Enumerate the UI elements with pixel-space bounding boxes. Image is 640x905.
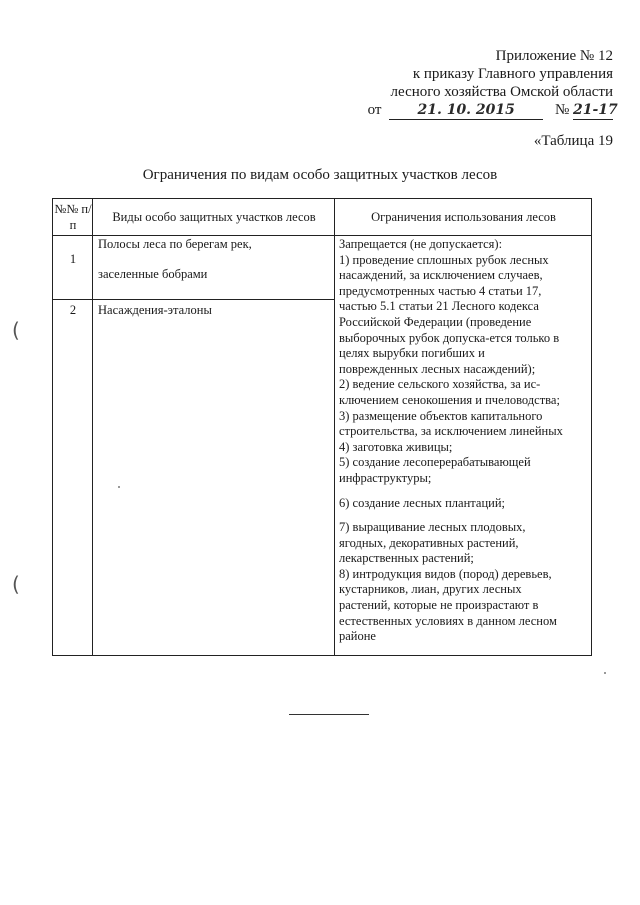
appendix-number: Приложение № 12 [495,48,613,64]
restriction-line: Российской Федерации (проведение [339,314,532,329]
restriction-line: 3) размещение объектов капитального [339,408,543,423]
table-title: Ограничения по видам особо защитных участков лесов [142,167,498,183]
restriction-line: частью 5.1 статьи 21 Лесного кодекса [339,299,539,314]
table-border-right [591,199,592,655]
column-header-restrictions: Ограничения использования лесов [371,210,556,224]
restriction-line: 2) ведение сельского хозяйства, за ис- [339,377,541,392]
order-date-line [313,101,618,120]
restriction-line: Запрещается (не допускается): [339,237,503,251]
punch-hole-mark-icon: ( [12,318,20,342]
header-separator [52,235,592,236]
column-header-number: №№ п/п [54,202,92,232]
table-label: «Таблица 19 [533,133,613,149]
column-header-type: Виды особо защитных участков лесов [112,210,316,224]
order-reference: к приказу Главного управления [412,66,613,82]
handwritten-date: 21. 10. 2015 [417,102,515,118]
restriction-line: целях вырубки погибших и [339,346,485,361]
restriction-line: ключением сенокошения и пчеловодства; [339,392,560,407]
document-header [313,47,618,120]
restriction-line: 1) проведение сплошных рубок лесных [339,252,549,267]
restriction-line: строительства, за исключением линейных [339,424,563,439]
restriction-line: районе [339,629,376,644]
number-prefix: № [554,102,570,118]
table-col-divider-2 [334,199,335,655]
punch-hole-mark-icon: ( [12,572,20,596]
zone-type-name: Насаждения-эталоны [98,303,212,317]
restriction-line: инфраструктуры; [339,470,432,485]
restriction-line: насаждений, за исключением случаев, [339,268,543,283]
table-border-left [52,199,53,655]
restrictions-table [52,198,592,656]
restriction-line: ягодных, декоративных растений, [339,535,519,550]
restriction-line: лекарственных растений; [339,551,474,566]
row-separator [52,299,335,300]
restriction-line: естественных условиях в данном лесном [339,613,557,628]
restriction-line: 5) создание лесоперерабатывающей [339,455,531,470]
zone-type-name-cont: заселенные бобрами [98,267,208,281]
scan-speck [118,486,120,488]
department-name: лесного хозяйства Омской области [390,84,613,100]
end-of-table-rule [289,714,369,715]
row-number: 1 [69,252,77,266]
restriction-line: 7) выращивание лесных плодовых, [339,520,526,535]
scan-speck [604,672,606,674]
restriction-line: предусмотренных частью 4 статьи 17, [339,283,542,298]
restriction-line: 4) заготовка живицы; [339,439,453,454]
restriction-line: 6) создание лесных плантаций; [339,495,505,510]
zone-type-name: Полосы леса по берегам рек, [98,237,252,251]
restriction-line: кустарников, лиан, других лесных [339,582,522,597]
restrictions-text [339,237,589,645]
row-number: 2 [69,303,77,317]
restriction-line: 8) интродукция видов (пород) деревьев, [339,566,552,581]
date-prefix: от [367,102,382,118]
handwritten-number: 21-17 [573,102,618,118]
restriction-line: выборочных рубок допуска-ется только в [339,330,560,345]
restriction-line: поврежденных лесных насаждений); [339,361,536,376]
table-col-divider-1 [92,199,93,655]
restriction-line: растений, которые не произрастают в [339,598,539,613]
